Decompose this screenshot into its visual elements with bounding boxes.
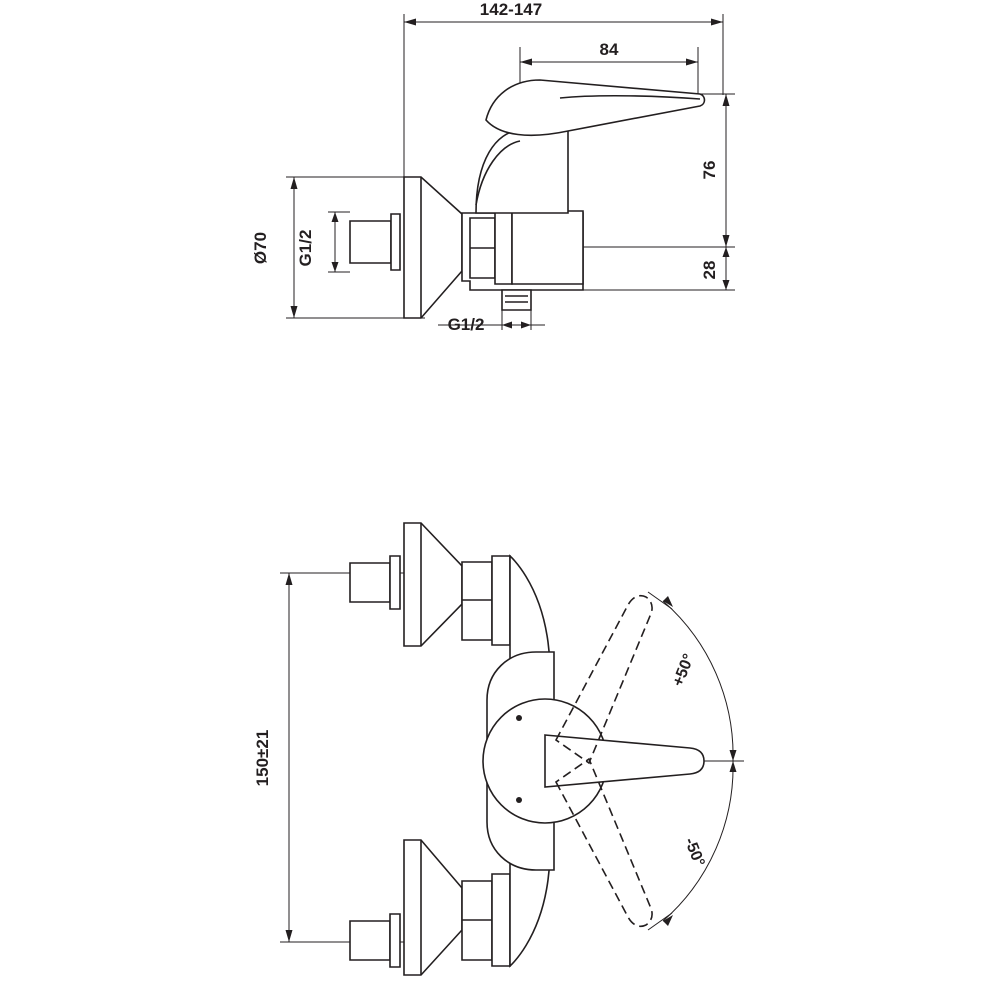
- lever-handle-front: [545, 735, 704, 787]
- label-centres-distance: 150±21: [253, 729, 272, 787]
- lever-handle-side: [486, 80, 705, 135]
- label-outlet-thread: G1/2: [447, 315, 485, 334]
- front-view-group: [280, 523, 744, 975]
- label-swivel-minus: -50°: [680, 835, 708, 870]
- label-overall-projection: 142-147: [479, 0, 543, 19]
- top-inlet-assembly: [350, 523, 510, 646]
- wall-flange-side: [404, 177, 462, 318]
- label-height-to-lever: 76: [700, 160, 719, 180]
- label-body-height: 28: [700, 260, 719, 280]
- mixer-body-side: [462, 211, 583, 290]
- cartridge-hood-side: [476, 130, 568, 213]
- label-inlet-thread: G1/2: [296, 229, 315, 267]
- outlet-nipple-side: [502, 290, 531, 310]
- dim-centres: [280, 573, 404, 942]
- side-view-group: [286, 14, 735, 330]
- label-swivel-plus: +50°: [669, 651, 698, 690]
- inlet-nipple-side: [350, 214, 400, 270]
- label-flange-diameter: Ø70: [251, 231, 270, 265]
- bottom-inlet-assembly: [350, 840, 510, 975]
- label-lever-length: 84: [599, 40, 619, 59]
